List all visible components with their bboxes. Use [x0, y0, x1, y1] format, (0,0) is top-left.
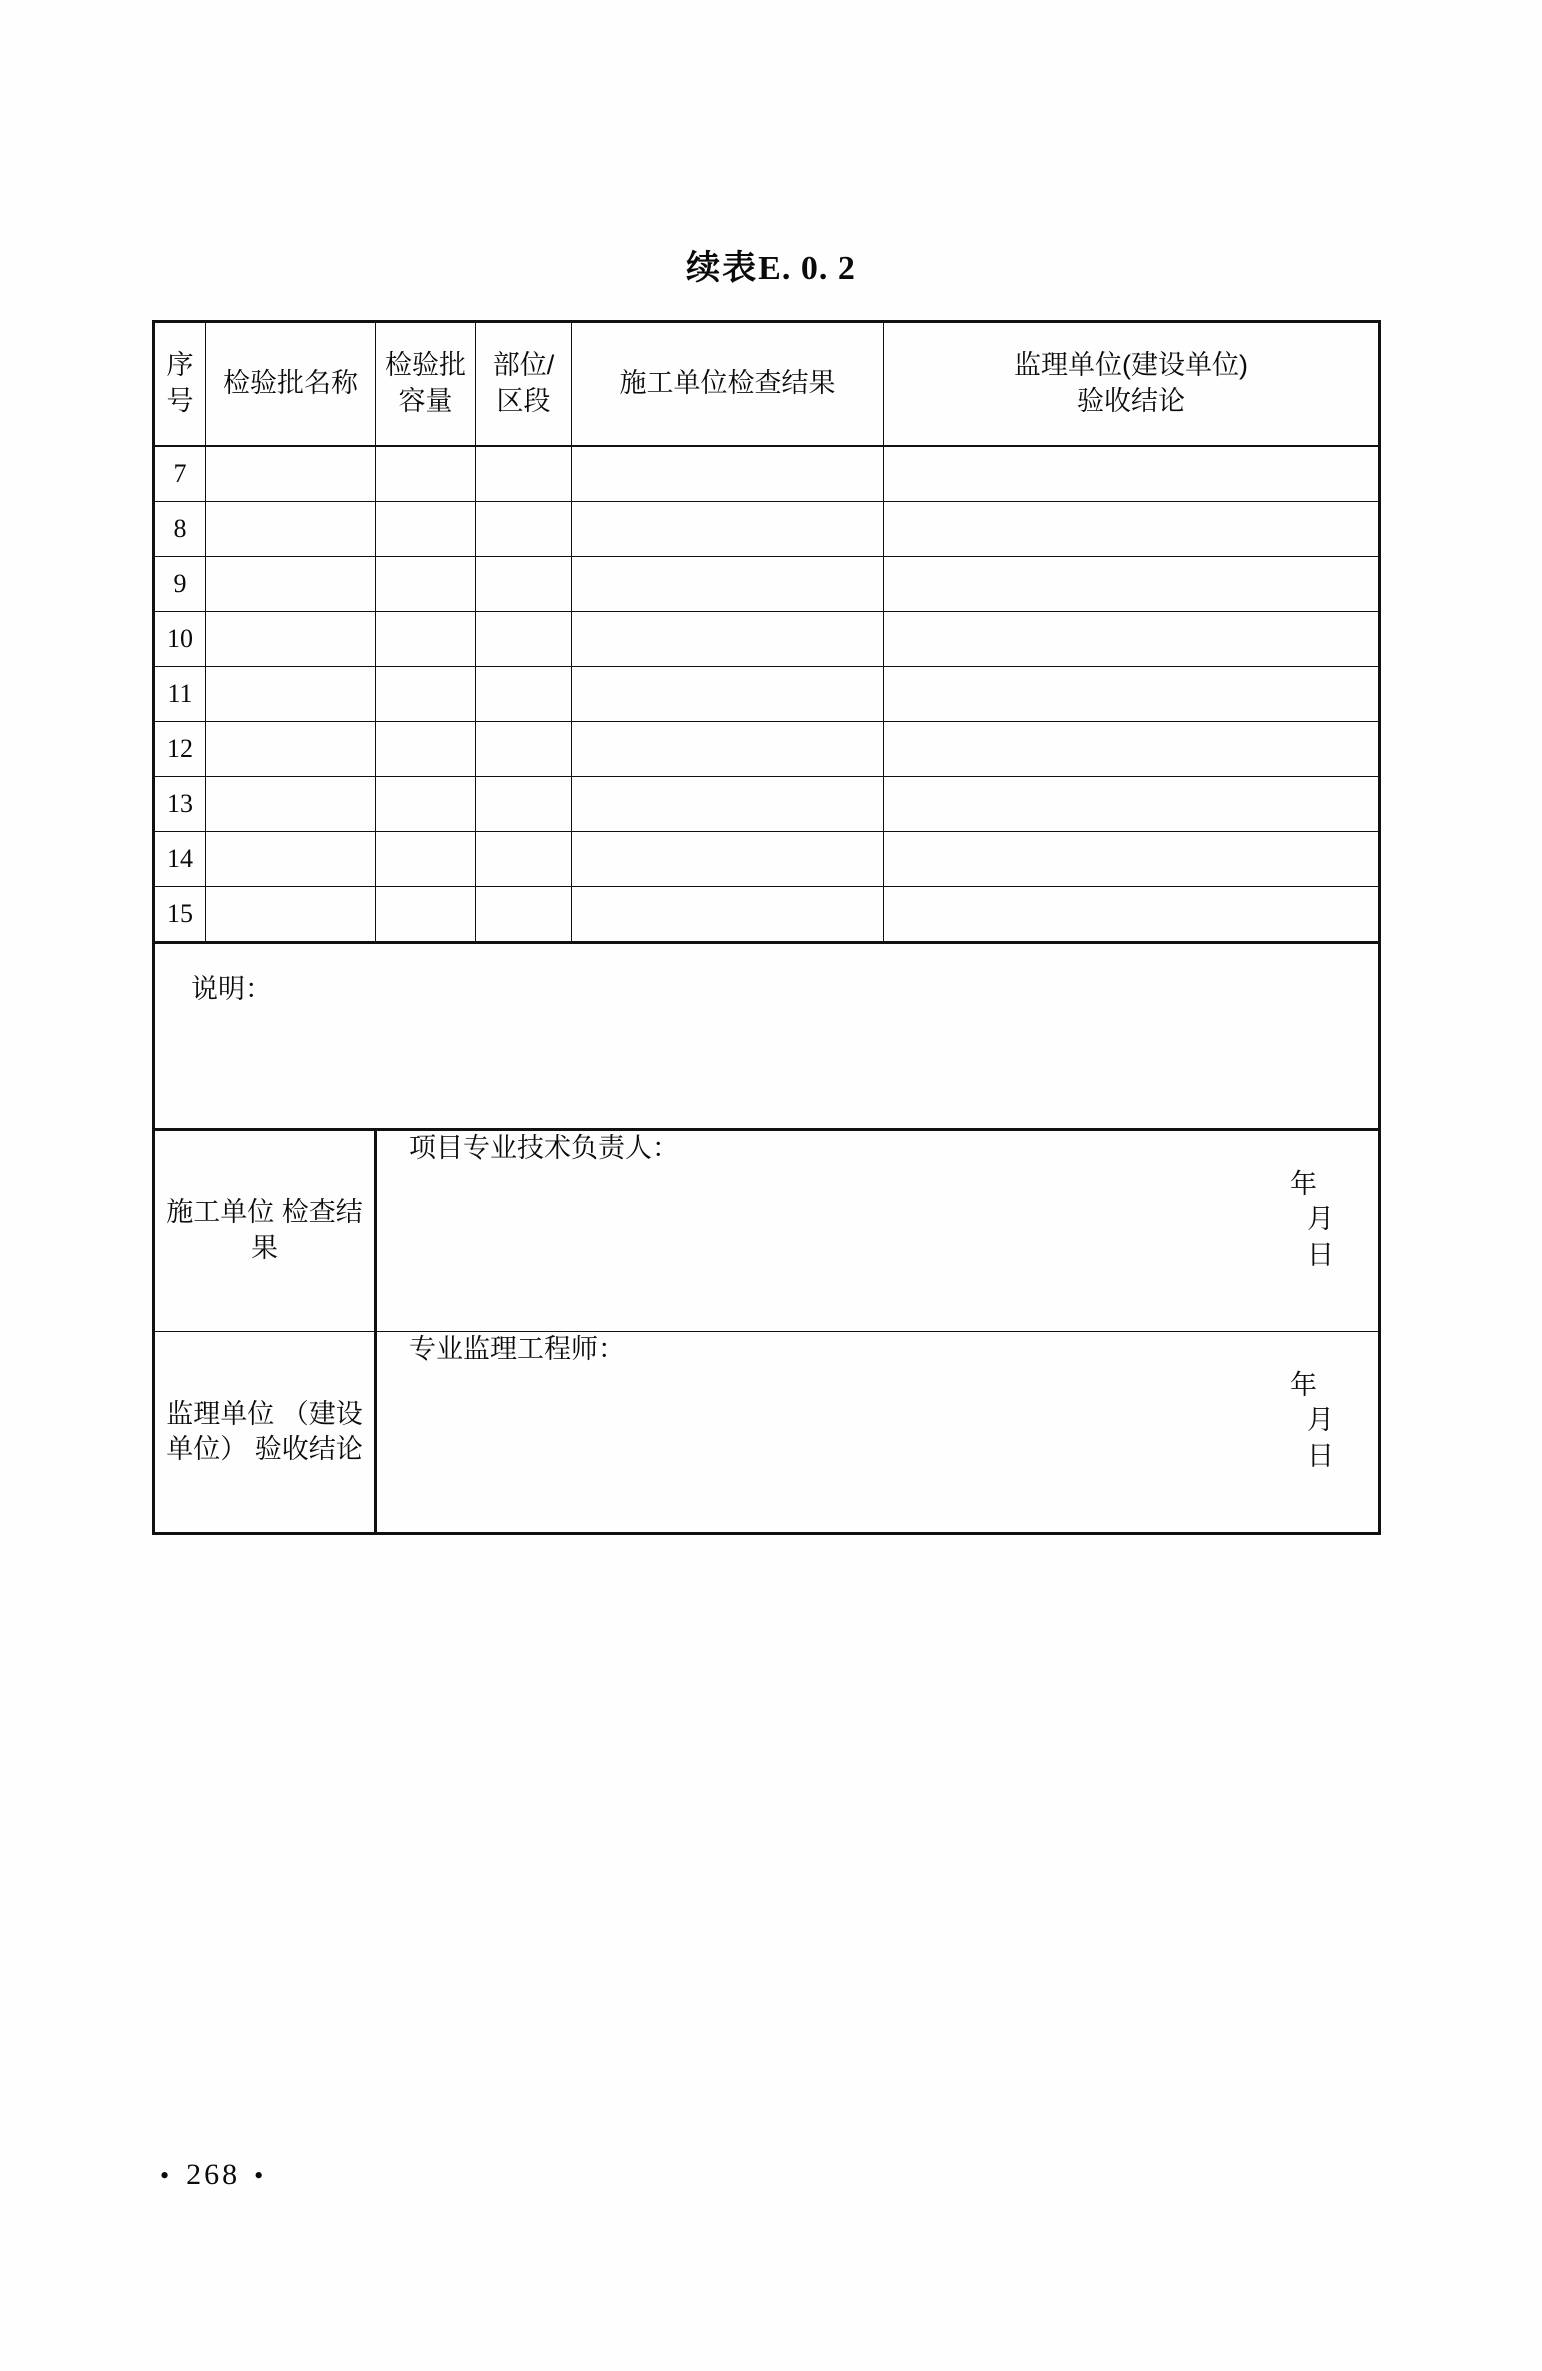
- header-seq: [154, 322, 206, 447]
- row-contractor-result[interactable]: [572, 446, 884, 502]
- header-batch-name-label: 检验批名称: [223, 368, 358, 399]
- row-location[interactable]: [476, 612, 572, 667]
- header-batch-capacity-line2: 容量: [398, 386, 453, 416]
- header-batch-capacity-line1: 检验批: [385, 350, 466, 381]
- header-contractor-result-label: 施工单位检查结果: [619, 368, 836, 399]
- row-batch-capacity[interactable]: [376, 667, 476, 722]
- row-location[interactable]: [476, 887, 572, 943]
- table-row: [154, 557, 1380, 612]
- row-location[interactable]: [476, 446, 572, 502]
- table-row: [154, 887, 1380, 943]
- header-contractor-result: [572, 322, 884, 447]
- row-batch-name[interactable]: [206, 722, 376, 777]
- row-batch-capacity[interactable]: [376, 446, 476, 502]
- table-row: [154, 612, 1380, 667]
- row-seq: 14: [154, 832, 206, 887]
- row-seq: 10: [154, 612, 206, 667]
- row-seq: 11: [154, 667, 206, 722]
- row-location[interactable]: [476, 667, 572, 722]
- supervisor-signature-line: [377, 1332, 1378, 1532]
- contractor-check-row: [154, 1130, 1380, 1332]
- table-row: [154, 722, 1380, 777]
- table-header-row: [154, 322, 1380, 447]
- row-batch-name[interactable]: [206, 887, 376, 943]
- row-supervisor-conclusion[interactable]: [884, 502, 1380, 557]
- row-batch-name[interactable]: [206, 502, 376, 557]
- row-location[interactable]: [476, 722, 572, 777]
- row-location[interactable]: [476, 777, 572, 832]
- contractor-date-year: 年: [1290, 1168, 1319, 1199]
- page-title-cn: 续表: [686, 250, 759, 287]
- row-location[interactable]: [476, 557, 572, 612]
- header-location-line1: 部位/: [492, 350, 555, 381]
- row-contractor-result[interactable]: [572, 667, 884, 722]
- header-location-line2: 区段: [496, 386, 551, 416]
- row-batch-capacity[interactable]: [376, 557, 476, 612]
- contractor-signature-line: [377, 1131, 1378, 1331]
- row-batch-capacity[interactable]: [376, 722, 476, 777]
- inspection-batch-table: [152, 320, 1381, 1535]
- notes-cell[interactable]: [154, 943, 1380, 1130]
- header-supervisor-line2: 验收结论: [1077, 386, 1185, 416]
- supervisor-label-line1: 监理单位: [166, 1398, 275, 1429]
- supervisor-conclusion-row: [154, 1332, 1380, 1534]
- contractor-role-label: 项目专业技术负责人：: [409, 1133, 679, 1163]
- row-contractor-result[interactable]: [572, 832, 884, 887]
- row-location[interactable]: [476, 502, 572, 557]
- row-supervisor-conclusion[interactable]: [884, 612, 1380, 667]
- supervisor-conclusion-label: [154, 1332, 376, 1534]
- supervisor-date-fields[interactable]: [1140, 1332, 1336, 1510]
- row-batch-capacity[interactable]: [376, 777, 476, 832]
- page-title-code: E. 0. 2: [758, 250, 856, 287]
- contractor-check-label: [154, 1130, 376, 1332]
- supervisor-date-year: 年: [1290, 1369, 1319, 1400]
- supervisor-date-month: 月: [1307, 1405, 1336, 1436]
- header-batch-name: [206, 322, 376, 447]
- row-seq: 8: [154, 502, 206, 557]
- row-batch-capacity[interactable]: [376, 502, 476, 557]
- table-row: [154, 667, 1380, 722]
- row-seq: 12: [154, 722, 206, 777]
- supervisor-role-label: 专业监理工程师：: [409, 1334, 625, 1365]
- row-contractor-result[interactable]: [572, 612, 884, 667]
- row-batch-name[interactable]: [206, 557, 376, 612]
- contractor-date-fields[interactable]: [1140, 1131, 1336, 1309]
- contractor-date-day: 日: [1307, 1239, 1336, 1270]
- table-row: [154, 777, 1380, 832]
- page-title: [0, 240, 1542, 289]
- row-supervisor-conclusion[interactable]: [884, 722, 1380, 777]
- row-contractor-result[interactable]: [572, 887, 884, 943]
- row-supervisor-conclusion[interactable]: [884, 777, 1380, 832]
- supervisor-label-line3: 验收结论: [254, 1434, 363, 1465]
- header-supervisor-conclusion: [884, 322, 1380, 447]
- contractor-check-body[interactable]: [376, 1130, 1380, 1332]
- row-batch-capacity[interactable]: [376, 612, 476, 667]
- row-seq: 7: [154, 446, 206, 502]
- row-seq: 15: [154, 887, 206, 943]
- row-supervisor-conclusion[interactable]: [884, 557, 1380, 612]
- footer-left-dot: •: [160, 2161, 173, 2190]
- supervisor-conclusion-body[interactable]: [376, 1332, 1380, 1534]
- row-supervisor-conclusion[interactable]: [884, 446, 1380, 502]
- row-batch-name[interactable]: [206, 832, 376, 887]
- row-batch-name[interactable]: [206, 612, 376, 667]
- table-row: [154, 502, 1380, 557]
- notes-row: [154, 943, 1380, 1130]
- row-location[interactable]: [476, 832, 572, 887]
- row-batch-name[interactable]: [206, 667, 376, 722]
- header-supervisor-line1: 监理单位(建设单位): [1014, 350, 1248, 381]
- supervisor-date-day: 日: [1307, 1441, 1336, 1471]
- page-number: 268: [186, 2158, 241, 2191]
- row-batch-capacity[interactable]: [376, 887, 476, 943]
- header-seq-label: 序号: [166, 350, 194, 416]
- contractor-check-label-line2: 检查结果: [251, 1197, 363, 1264]
- page-footer: [160, 2158, 266, 2192]
- notes-label: 说明：: [191, 974, 272, 1004]
- header-batch-capacity: [376, 322, 476, 447]
- row-batch-capacity[interactable]: [376, 832, 476, 887]
- row-batch-name[interactable]: [206, 777, 376, 832]
- row-contractor-result[interactable]: [572, 557, 884, 612]
- row-contractor-result[interactable]: [572, 722, 884, 777]
- supervisor-label-line2: （建设单位）: [166, 1398, 363, 1465]
- table-row: [154, 832, 1380, 887]
- row-seq: 13: [154, 777, 206, 832]
- table-row: [154, 446, 1380, 502]
- row-supervisor-conclusion[interactable]: [884, 887, 1380, 943]
- contractor-check-label-line1: 施工单位: [166, 1197, 275, 1228]
- row-batch-name[interactable]: [206, 446, 376, 502]
- footer-right-dot: •: [254, 2161, 267, 2190]
- row-supervisor-conclusion[interactable]: [884, 832, 1380, 887]
- row-supervisor-conclusion[interactable]: [884, 667, 1380, 722]
- contractor-date-month: 月: [1307, 1204, 1336, 1235]
- header-location: [476, 322, 572, 447]
- row-seq: 9: [154, 557, 206, 612]
- row-contractor-result[interactable]: [572, 777, 884, 832]
- row-contractor-result[interactable]: [572, 502, 884, 557]
